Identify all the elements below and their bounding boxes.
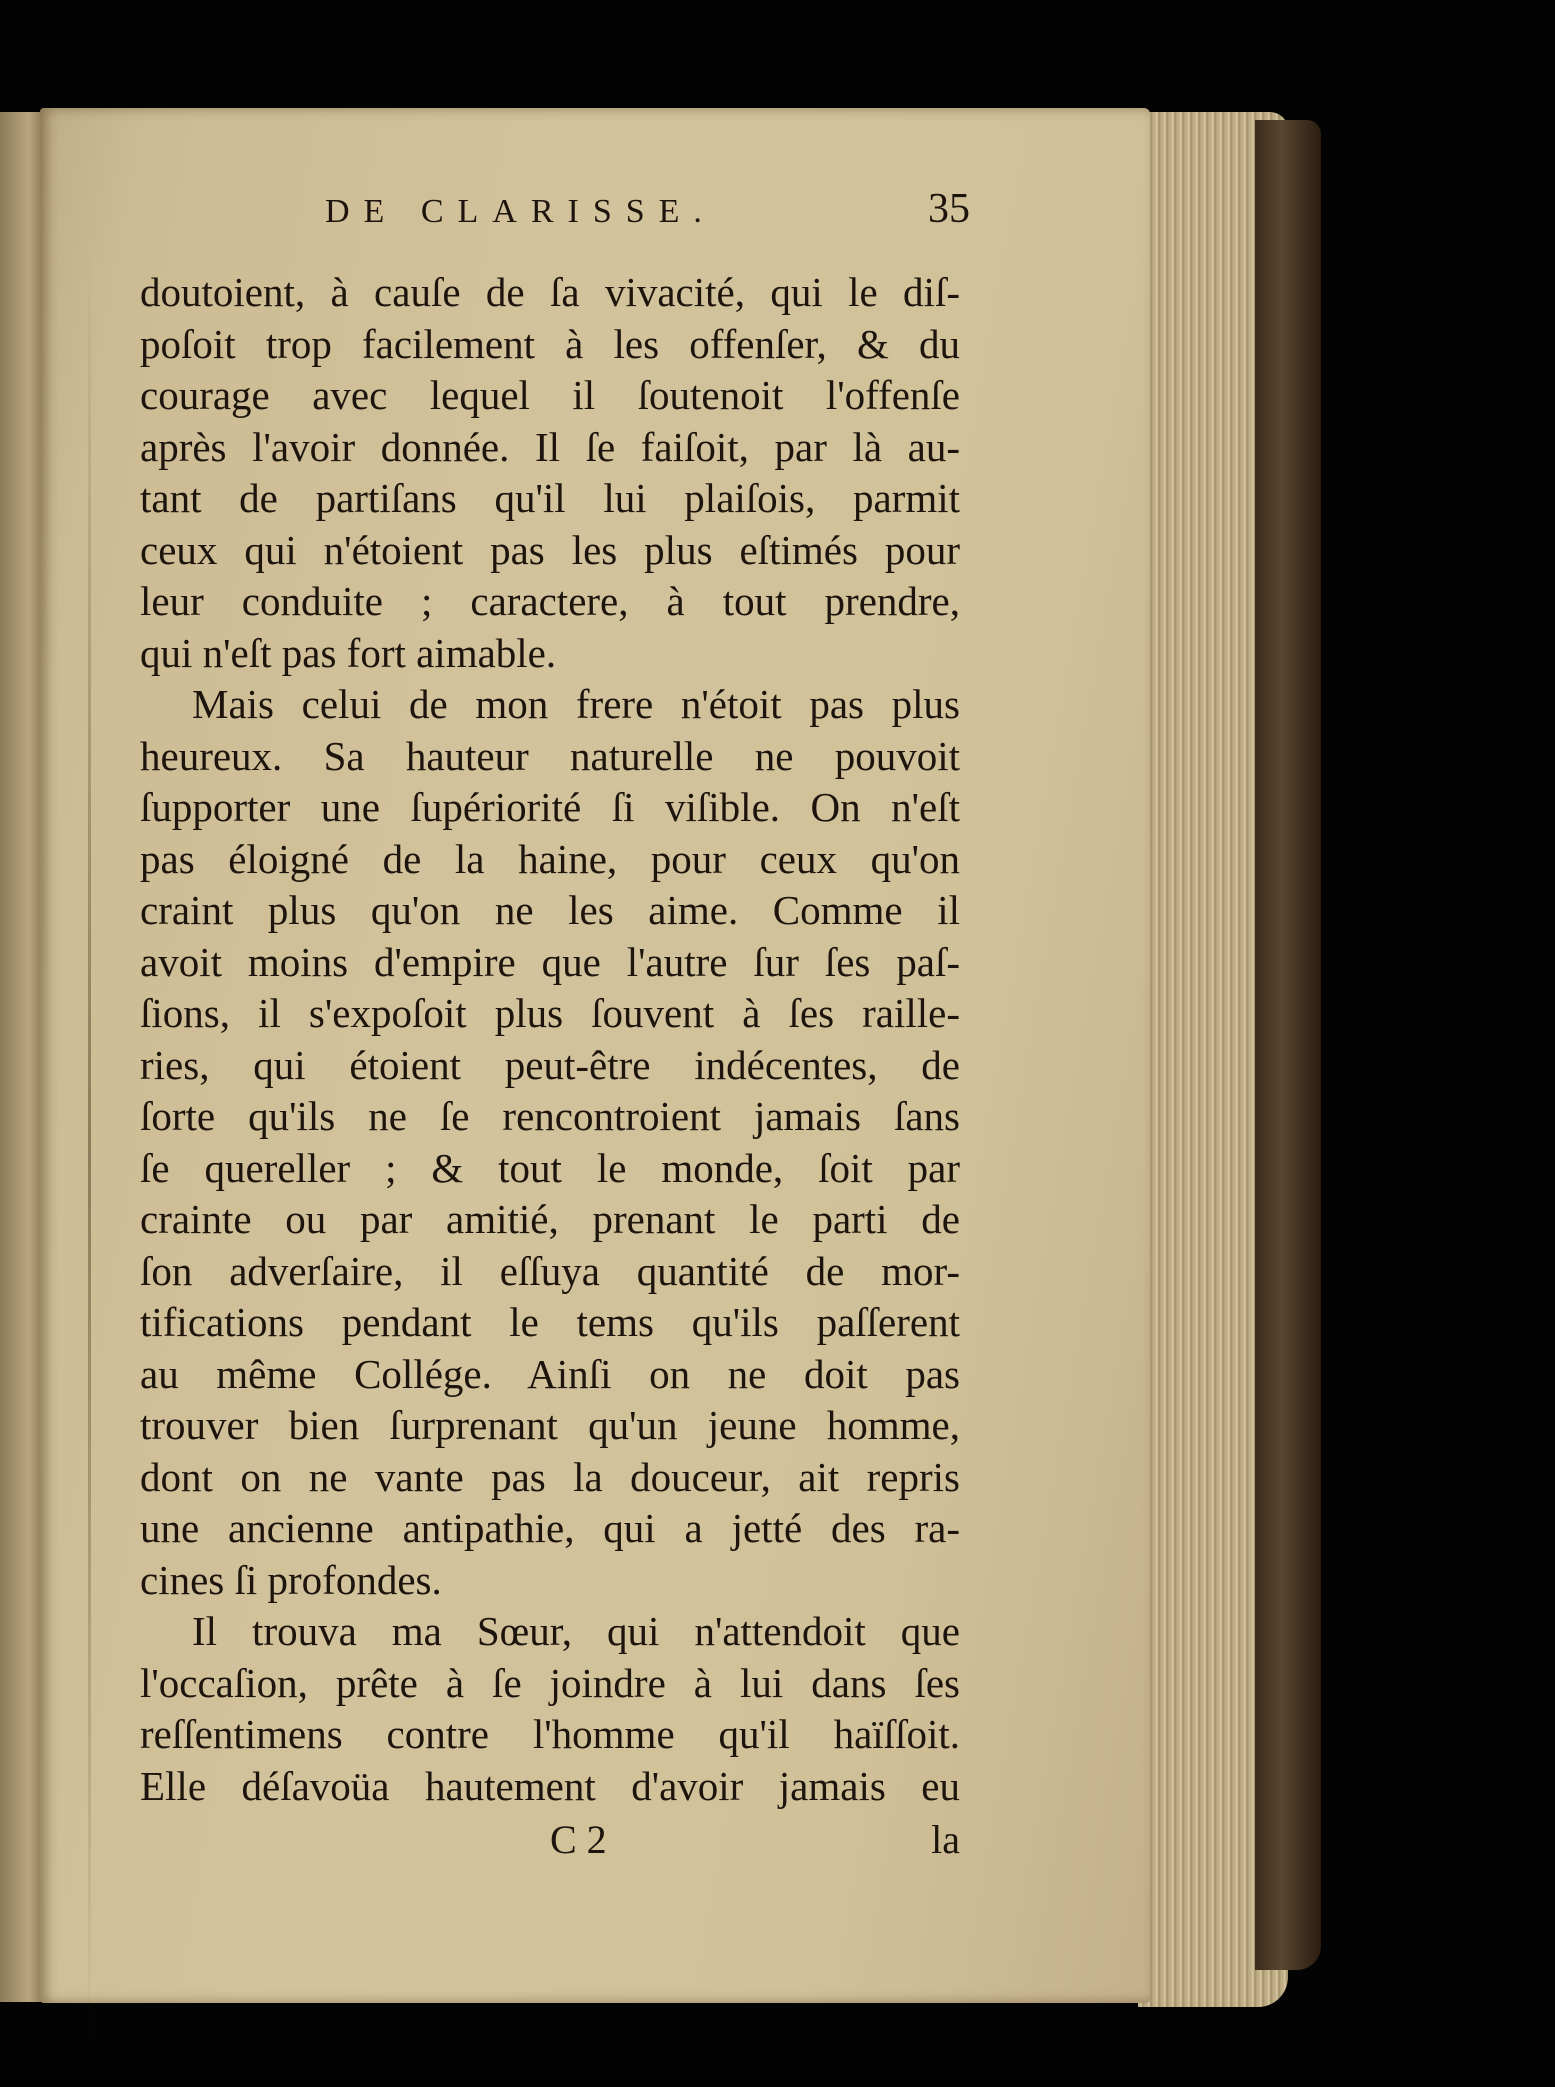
catchword: la — [931, 1817, 960, 1862]
page-footer — [140, 1816, 960, 1876]
text-line: l'occaſion, prête à ſe joindre à lui dans ſes — [140, 1659, 960, 1706]
text-line: dont on ne vante pas la douceur, ait repris — [140, 1453, 960, 1500]
running-head — [140, 185, 970, 255]
text-line: leur conduite ; caractere, à tout prendre, — [140, 578, 960, 624]
text-line: Mais celui de mon frere n'étoit pas plus — [192, 681, 960, 727]
text-line: cines ſi profondes. — [140, 1556, 442, 1603]
running-head-title: DE CLARISSE. — [325, 193, 716, 230]
text-line: crainte ou par amitié, prenant le parti de — [140, 1196, 960, 1242]
text-line: tifications pendant le tems qu'ils paſſerent — [140, 1299, 960, 1345]
text-line: tant de partiſans qu'il lui plaiſois, parmit — [140, 475, 960, 521]
text-line: ſupporter une ſupériorité ſi viſible. On n'eſt — [140, 784, 960, 830]
text-line: doutoient, à cauſe de ſa vivacité, qui le diſ- — [140, 269, 960, 315]
text-line: pas éloigné de la haine, pour ceux qu'on — [140, 835, 960, 882]
text-line: après l'avoir donnée. Il ſe faiſoit, par là au- — [140, 423, 960, 470]
text-line: ſon adverſaire, il eſſuya quantité de mor- — [140, 1247, 960, 1294]
text-line: Elle déſavoüa hautement d'avoir jamais eu — [140, 1762, 960, 1809]
text-line: reſſentimens contre l'homme qu'il haïſſoit. — [140, 1711, 960, 1757]
page-number: 35 — [928, 186, 970, 232]
text-line: qui n'eſt pas fort aimable. — [140, 629, 557, 676]
text-line: une ancienne antipathie, qui a jetté des ra- — [140, 1505, 960, 1551]
gutter-shadow — [88, 248, 91, 2048]
text-line: ſions, il s'expoſoit plus ſouvent à ſes raille- — [140, 990, 960, 1036]
text-line: au même Collége. Ainſi on ne doit pas — [140, 1350, 960, 1397]
book-cover-edge — [1255, 120, 1321, 1970]
text-line: ſe quereller ; & tout le monde, ſoit par — [140, 1144, 960, 1191]
signature-mark: C 2 — [550, 1817, 607, 1862]
text-line: craint plus qu'on ne les aime. Comme il — [140, 887, 960, 933]
text-line: trouver bien ſurprenant qu'un jeune homme, — [140, 1402, 960, 1448]
text-line: avoit moins d'empire que l'autre ſur ſes paſ- — [140, 938, 960, 985]
text-line: poſoit trop facilement à les offenſer, & du — [140, 320, 960, 367]
text-line: courage avec lequel il ſoutenoit l'offenſe — [140, 372, 960, 418]
text-line: ceux qui n'étoient pas les plus eſtimés pour — [140, 526, 960, 573]
text-line: ries, qui étoient peut-être indécentes, de — [140, 1041, 960, 1088]
text-line: ſorte qu'ils ne ſe rencontroient jamais ſans — [140, 1093, 960, 1139]
body-text — [140, 267, 960, 1812]
text-line: heureux. Sa hauteur naturelle ne pouvoit — [140, 732, 960, 779]
page-text — [140, 185, 970, 1876]
text-line: Il trouva ma Sœur, qui n'attendoit que — [192, 1608, 960, 1654]
